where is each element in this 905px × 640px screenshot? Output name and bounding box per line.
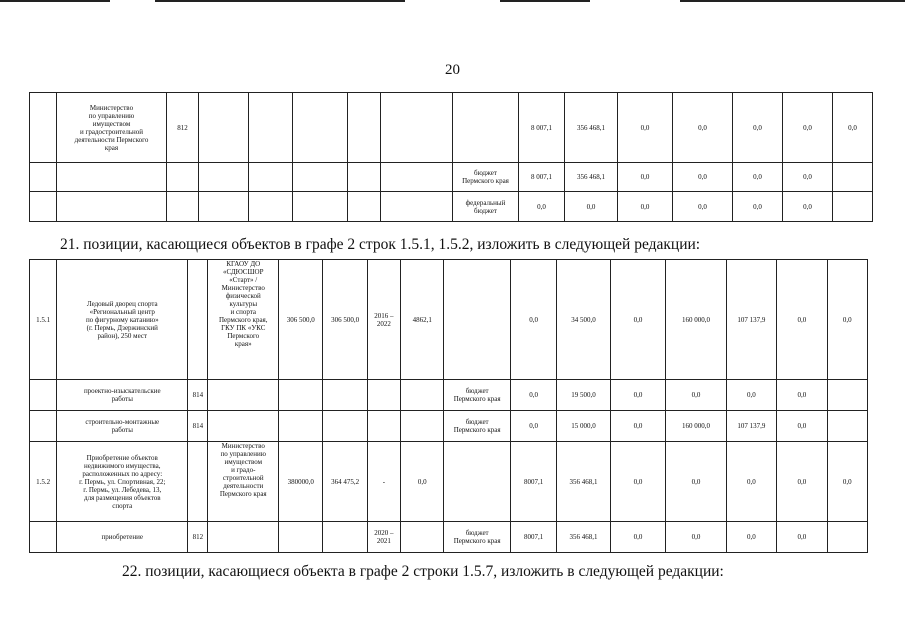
table-cell: 0,0 <box>666 522 727 553</box>
table-cell <box>348 192 381 222</box>
table-cell <box>323 522 367 553</box>
table-cell <box>208 522 279 553</box>
table-cell <box>401 380 444 411</box>
table-cell <box>167 192 199 222</box>
table-cell <box>401 411 444 442</box>
table-cell: Министерство по управлению имуществом и градостроительной деятельности Пермского края <box>57 93 167 163</box>
table-cell <box>323 380 367 411</box>
table-cell <box>279 411 323 442</box>
table-body <box>30 93 873 222</box>
table-cell: 0,0 <box>827 260 867 380</box>
table-cell: 8007,1 <box>510 442 556 522</box>
table-row <box>30 380 868 411</box>
top-edge-line <box>500 0 590 2</box>
top-edge-line <box>0 0 110 2</box>
table-cell <box>30 522 57 553</box>
table-cell: 306 500,0 <box>323 260 367 380</box>
section-heading-21: 21. позиции, касающиеся объектов в графе 2 строк 1.5.1, 1.5.2, изложить в следующей редакции: <box>60 236 701 253</box>
table-cell: 0,0 <box>777 522 827 553</box>
table-cell: 306 500,0 <box>279 260 323 380</box>
table-row <box>30 522 868 553</box>
table-cell: 364 475,2 <box>323 442 367 522</box>
table-cell: проектно-изыскательские работы <box>57 380 188 411</box>
table-cell: 0,0 <box>733 163 783 192</box>
table-cell: 814 <box>188 380 208 411</box>
table-cell <box>323 411 367 442</box>
table-cell: 0,0 <box>783 163 833 192</box>
table-cell: бюджет Пермского края <box>444 522 511 553</box>
table-cell <box>208 411 279 442</box>
table-cell: 0,0 <box>673 163 733 192</box>
budget-table-top <box>29 92 873 222</box>
table-row <box>30 163 873 192</box>
table-cell <box>30 380 57 411</box>
table-cell <box>57 163 167 192</box>
table-cell: 356 468,1 <box>565 163 618 192</box>
table-cell <box>444 442 511 522</box>
table-cell <box>827 522 867 553</box>
table-cell <box>249 163 293 192</box>
table-cell <box>30 93 57 163</box>
table-cell: Ледовый дворец спорта «Региональный центр по фигурному катанию» (г. Пермь, Дзержинский район), 250 мест <box>57 260 188 380</box>
table-cell: 356 468,1 <box>557 522 610 553</box>
table-cell <box>279 380 323 411</box>
table-cell: 814 <box>188 411 208 442</box>
table-cell: бюджет Пермского края <box>444 411 511 442</box>
table-cell: 0,0 <box>726 522 776 553</box>
table-cell <box>827 380 867 411</box>
table-cell: КГАОУ ДО «СДЮСШОР «Старт» / Министерство физической культуры и спорта Пермского края, ГКУ ПК «УКС Пермского края» <box>208 260 279 380</box>
table-cell: 0,0 <box>827 442 867 522</box>
table-cell: 1.5.1 <box>30 260 57 380</box>
table-cell: Приобретение объектов недвижимого имущества, расположенных по адресу: г. Пермь, ул. Спортивная, 22; г. Пермь, ул. Лебедева, 13, для размещения объектов спорта <box>57 442 188 522</box>
table-cell: 0,0 <box>833 93 873 163</box>
table-cell: 34 500,0 <box>557 260 610 380</box>
table-cell <box>367 411 400 442</box>
table-cell: 0,0 <box>610 522 665 553</box>
table-cell: 19 500,0 <box>557 380 610 411</box>
table-row <box>30 260 868 380</box>
table-cell <box>30 411 57 442</box>
table-cell: 0,0 <box>618 163 673 192</box>
table-cell <box>367 380 400 411</box>
table-cell: 0,0 <box>777 442 827 522</box>
table-cell: 0,0 <box>777 260 827 380</box>
table-cell: федеральный бюджет <box>453 192 519 222</box>
table-cell <box>30 192 57 222</box>
table-cell: 0,0 <box>726 380 776 411</box>
table-cell: 0,0 <box>510 411 556 442</box>
table-cell: 0,0 <box>610 260 665 380</box>
table-cell: 0,0 <box>783 93 833 163</box>
table-cell <box>833 163 873 192</box>
table-cell <box>249 192 293 222</box>
table-cell: 0,0 <box>618 192 673 222</box>
table-cell: 4862,1 <box>401 260 444 380</box>
table-cell: Министерство по управлению имуществом и градо- строительной деятельности Пермского края <box>208 442 279 522</box>
table-cell: 0,0 <box>666 442 727 522</box>
table-cell: 160 000,0 <box>666 411 727 442</box>
budget-table-bottom <box>29 259 868 553</box>
table-cell <box>57 192 167 222</box>
table-cell <box>381 163 453 192</box>
table-cell: 0,0 <box>610 442 665 522</box>
table-cell <box>827 411 867 442</box>
table-cell <box>381 93 453 163</box>
table-cell <box>293 163 348 192</box>
table-cell: 0,0 <box>565 192 618 222</box>
table-cell <box>249 93 293 163</box>
table-row <box>30 442 868 522</box>
table-cell: строительно-монтажные работы <box>57 411 188 442</box>
table-cell: бюджет Пермского края <box>444 380 511 411</box>
table-cell: 0,0 <box>726 442 776 522</box>
table-cell: 160 000,0 <box>666 260 727 380</box>
table-cell: 0,0 <box>673 192 733 222</box>
table-cell <box>199 93 249 163</box>
table-cell: 0,0 <box>777 411 827 442</box>
table-cell <box>30 163 57 192</box>
table-cell: 0,0 <box>733 192 783 222</box>
table-cell <box>188 442 208 522</box>
section-heading-22: 22. позиции, касающиеся объекта в графе 2 строки 1.5.7, изложить в следующей редакции: <box>122 563 724 580</box>
table-cell: 8007,1 <box>510 522 556 553</box>
table-cell: 0,0 <box>510 260 556 380</box>
table-cell <box>401 522 444 553</box>
table-cell <box>293 192 348 222</box>
table-cell: 0,0 <box>618 93 673 163</box>
table-cell: 0,0 <box>610 380 665 411</box>
table-cell: 0,0 <box>777 380 827 411</box>
table-cell: 0,0 <box>666 380 727 411</box>
page-number: 20 <box>445 62 460 78</box>
table-cell <box>199 192 249 222</box>
table-cell: 107 137,9 <box>726 411 776 442</box>
table-cell: 0,0 <box>673 93 733 163</box>
table-cell: 15 000,0 <box>557 411 610 442</box>
table-cell: 0,0 <box>733 93 783 163</box>
table-cell: 8 007,1 <box>519 163 565 192</box>
table-cell: бюджет Пермского края <box>453 163 519 192</box>
top-edge-line <box>155 0 405 2</box>
table-cell <box>348 93 381 163</box>
table-cell: 0,0 <box>401 442 444 522</box>
table-cell <box>381 192 453 222</box>
table-row <box>30 93 873 163</box>
table-cell: 356 468,1 <box>565 93 618 163</box>
table-row <box>30 192 873 222</box>
table-cell <box>833 192 873 222</box>
table-cell: 1.5.2 <box>30 442 57 522</box>
table-cell: 0,0 <box>510 380 556 411</box>
table-cell: 812 <box>167 93 199 163</box>
table-cell <box>208 380 279 411</box>
table-cell <box>199 163 249 192</box>
table-cell <box>444 260 511 380</box>
table-cell: 356 468,1 <box>557 442 610 522</box>
table-row <box>30 411 868 442</box>
table-cell <box>167 163 199 192</box>
table-cell: 0,0 <box>610 411 665 442</box>
table-cell <box>188 260 208 380</box>
top-edge-line <box>680 0 905 2</box>
table-cell: 380000,0 <box>279 442 323 522</box>
table-cell: - <box>367 442 400 522</box>
table-body <box>30 260 868 553</box>
table-cell: 812 <box>188 522 208 553</box>
table-cell <box>453 93 519 163</box>
table-cell <box>348 163 381 192</box>
table-cell <box>293 93 348 163</box>
table-cell: 2020 – 2021 <box>367 522 400 553</box>
table-cell: 0,0 <box>519 192 565 222</box>
table-cell: 2016 – 2022 <box>367 260 400 380</box>
table-cell: 107 137,9 <box>726 260 776 380</box>
table-cell <box>279 522 323 553</box>
table-cell: 0,0 <box>783 192 833 222</box>
table-cell: приобретение <box>57 522 188 553</box>
table-cell: 8 007,1 <box>519 93 565 163</box>
